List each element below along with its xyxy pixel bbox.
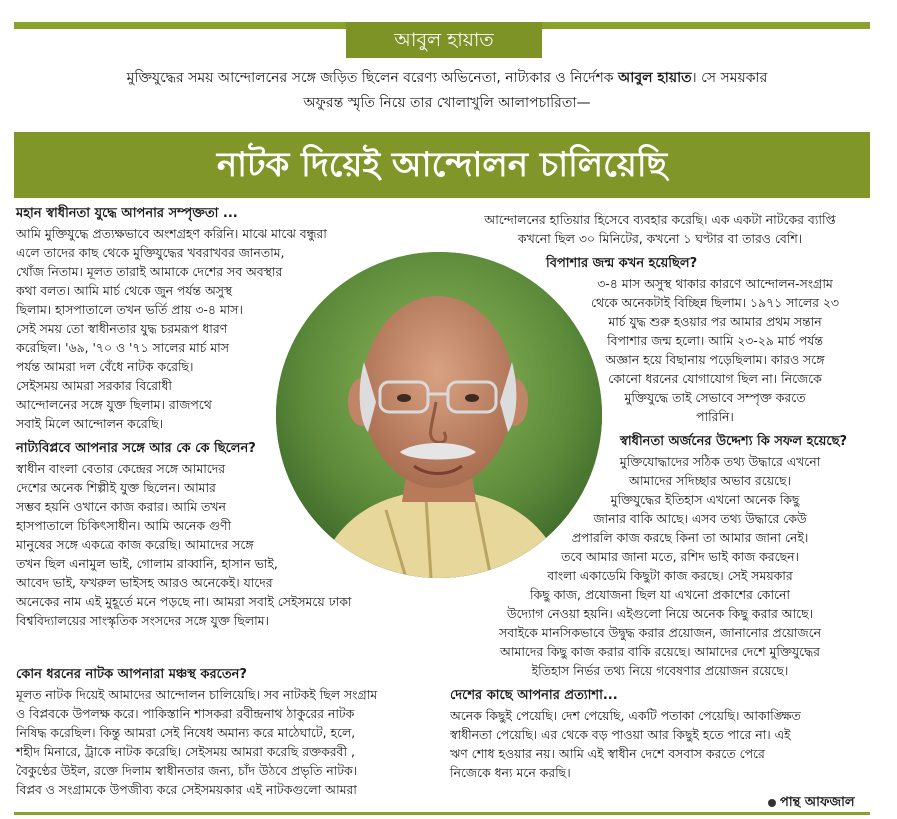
answer-line: তখন ছিল এনামুল ভাই, গোলাম রাব্বানি, হাসান ভাই,	[16, 556, 278, 571]
answer-line: সম্ভব হয়নি ওখানে কাজ করার। আমি তখন	[16, 499, 226, 514]
answer-line: বাংলা একাডেমি কিছুটা কাজ করছে। সেই সময়কার	[547, 568, 793, 583]
answer-line: নিজেকে ধন্য মনে করছি।	[450, 765, 571, 780]
answer-line: থেকে অনেকটাই বিচ্ছিন্ন ছিলাম। ১৯৭১ সালের ২৩	[591, 295, 839, 310]
answer-line: সেইসময় আমরা সরকার বিরোধী	[16, 378, 172, 393]
portrait-photo	[276, 252, 602, 578]
answer-line: অনেকের নাম এই মুহূর্তে মনে পড়ছে না। আমরা সবাই সেইসময়ে ঢাকা	[16, 594, 352, 609]
answer-line: বিশ্ববিদ্যালয়ের সাংস্কৃতিক সংসদের সঙ্গে যুক্ত ছিলাম।	[16, 613, 269, 628]
answer-line: হাসপাতালে চিকিৎসাধীন। আমি অনেক গুণী	[16, 518, 231, 533]
answer-line: পারিনি।	[696, 409, 734, 424]
portrait-illustration	[276, 252, 602, 578]
answer-line: সেই সময় তো স্বাধীনতার যুদ্ধ চরমরূপ ধারণ	[16, 321, 228, 336]
answer-6	[450, 706, 870, 782]
question-5: স্বাধীনতা অর্জনের উদ্দেশ্য কি সফল হয়েছে?	[620, 434, 847, 449]
answer-line: জানার বাকি আছে। এসব তথ্য উদ্ধারে কেউ	[593, 511, 807, 526]
answer-line: বৈকুণ্ঠের উইল, রক্তে দিলাম স্বাধীনতার জন্য, চাঁদ উঠবে প্রভৃতি নাটক।	[16, 763, 358, 778]
answer-line: মুক্তিযোদ্ধাদের সঠিক তথ্য উদ্ধারে এখনো	[619, 454, 821, 469]
name-tag: আবুল হায়াত	[346, 22, 542, 58]
answer-line: মুক্তিযুদ্ধে তাই সেভাবে সম্পৃক্ত করতে	[624, 390, 806, 405]
answer-line: আমি মুক্তিযুদ্ধে প্রত্যক্ষভাবে অংশগ্রহণ করিনি। মাঝে মাঝে বন্ধুরা	[16, 226, 327, 241]
answer-line: আবেদ ভাই, ফখরুল ভাইসহ আরও অনেকেই। যাদের	[16, 575, 273, 590]
left-column-bottom	[16, 665, 441, 799]
answer-line: মার্চ যুদ্ধ শুরু হওয়ার পর আমার প্রথম সন্তান	[608, 314, 822, 329]
answer-line: কথা বলত। আমি মার্চ থেকে জুন পর্যন্ত অসুস্থ	[16, 283, 233, 298]
answer-line: ছিলাম। হাসপাতালে তখন ভর্তি প্রায় ৩-৪ মাস।	[16, 302, 243, 317]
answer-line: বিপাশার জন্ম হলো। আমি ২৩-২৯ মার্চ পর্যন্ত	[607, 333, 823, 348]
answer-line: মুক্তিযুদ্ধের ইতিহাস এখনো অনেক কিছু	[610, 492, 800, 507]
answer-line: স্বাধীন বাংলা বেতার কেন্দ্রের সঙ্গে আমাদের	[16, 461, 226, 476]
bottom-rule	[14, 812, 870, 815]
answer-line: দেশের অনেক শিল্পীই যুক্ত ছিলেন। আমার	[16, 480, 216, 495]
question-6: দেশের কাছে আপনার প্রত্যাশা...	[450, 688, 618, 703]
answer-line: অজ্ঞান হয়ে বিছানায় পড়েছিলাম। কারও সঙ্গে	[605, 352, 825, 367]
answer-line: ৩-৪ মাস অসুস্থ থাকার কারণে আন্দোলন-সংগ্রাম	[597, 276, 833, 291]
answer-line: এলে তাদের কাছ থেকে মুক্তিযুদ্ধের খবরাখবর জানতাম,	[16, 245, 285, 260]
answer-line: কখনো ছিল ৩০ মিনিটের, কখনো ১ ঘণ্টার বা তারও বেশি।	[517, 231, 803, 246]
answer-line: করেছিল। '৬৯, '৭০ ও '৭১ সালের মার্চ মাস	[16, 340, 229, 355]
byline	[768, 793, 855, 814]
question-1: মহান স্বাধীনতা যুদ্ধে আপনার সম্পৃক্ততা ...	[16, 206, 238, 221]
answer-line: খোঁজ নিতাম। মূলত তারাই আমাকে দেশের সব অবস্থার	[16, 264, 283, 279]
answer-line: পর্যন্ত আমরা দল বেঁধে নাটক করেছি।	[16, 359, 194, 374]
question-4: বিপাশার জন্ম কখন হয়েছিল?	[546, 256, 698, 271]
intro-text-end: । সে সময়কার	[691, 70, 768, 86]
answer-line: সবাইকে মানসিকভাবে উদ্বুদ্ধ করার প্রয়োজন, জানানোর প্রয়োজনে	[499, 625, 821, 640]
answer-line: উদ্যোগ নেওয়া হয়নি। এইগুলো নিয়ে অনেক কিছু করার আছে।	[506, 606, 814, 621]
intro-name: আবুল হায়াত	[617, 70, 692, 86]
answer-line: তবে আমার জানা মতে, রশিদ ভাই কাজ করছেন।	[561, 549, 799, 564]
question-3: কোন ধরনের নাটক আপনারা মঞ্চস্থ করতেন?	[16, 667, 247, 682]
answer-3	[16, 685, 441, 799]
answer-line: আমাদের কিছু কাজ করার বাকি রয়েছে। আমাদের দেশে মুক্তিযুদ্ধের	[500, 644, 820, 659]
answer-line: আমাদের সদিচ্ছার অভাব রয়েছে।	[629, 473, 791, 488]
answer-line: সবাই মিলে আন্দোলন করেছি।	[16, 416, 164, 431]
answer-line: স্বাধীনতা পেয়েছি। এর থেকে বড় পাওয়া আর কিছুই হতে পারে না। এই	[450, 727, 791, 742]
answer-line: মূলত নাটক দিয়েই আমাদের আন্দোলন চালিয়েছি। সব নাটকই ছিল সংগ্রাম	[16, 687, 378, 702]
answer-line: ইতিহাস নির্ভর তথ্য নিয়ে গবেষণার প্রয়োজন রয়েছে।	[531, 663, 789, 678]
intro	[22, 66, 872, 116]
answer-line: ঋণ শোধ হওয়ার নয়। আমি এই স্বাধীন দেশে বসবাস করতে পেরে	[450, 746, 765, 761]
bullet-icon	[768, 799, 776, 807]
answer-line: আন্দোলনের সঙ্গে যুক্ত ছিলাম। রাজপথে	[16, 397, 212, 412]
answer-line: অনেক কিছুই পেয়েছি। দেশ পেয়েছি, একটি পতাকা পেয়েছি। আকাঙ্ক্ষিত	[450, 708, 801, 723]
answer-line: নিষিদ্ধ করেছিল। কিন্তু আমরা সেই নিষেধ অমান্য করে মাঠেঘাটে, হলে,	[16, 725, 356, 740]
byline-author: পান্থ আফজাল	[780, 795, 855, 810]
question-2: নাট্যবিপ্লবে আপনার সঙ্গে আর কে কে ছিলেন?	[16, 441, 256, 456]
answer-3-continued	[450, 210, 870, 248]
headline: নাটক দিয়েই আন্দোলন চালিয়েছি	[14, 132, 870, 198]
intro-text: মুক্তিযুদ্ধের সময় আন্দোলনের সঙ্গে জড়িত ছিলেন বরেণ্য অভিনেতা, নাট্যকার ও নির্দেশক	[126, 70, 614, 86]
answer-line: আন্দোলনের হাতিয়ার হিসেবে ব্যবহার করেছি। এক একটা নাটকের ব্যাপ্তি	[484, 212, 836, 227]
answer-line: কোনো ধরনের যোগাযোগ ছিল না। নিজেকে	[608, 371, 822, 386]
answer-line: বিপ্লব ও সংগ্রামকে উপজীব্য করে সেইসময়কার এই নাটকগুলো আমরা	[16, 782, 357, 797]
answer-line: শহীদ মিনারে, ট্রাকে নাটক করেছি। সেইসময় আমরা করেছি রক্তকরবী ,	[16, 744, 355, 759]
answer-line: মানুষের সঙ্গে একত্রে কাজ করেছি। আমাদের সঙ্গে	[16, 537, 254, 552]
answer-line: ও বিপ্লবকে উপলক্ষ করে। পাকিস্তানি শাসকরা রবীন্দ্রনাথ ঠাকুরের নাটক	[16, 706, 355, 721]
intro-text-2: অফুরন্ত স্মৃতি নিয়ে তার খোলাখুলি আলাপচারিতা—	[303, 95, 591, 111]
answer-line: প্রপারলি কাজ করছে কিনা তা আমার জানা নেই।	[571, 530, 809, 545]
answer-line: কিছু কাজ, প্রযোজনা ছিল যা এখনো প্রকাশের কোনো	[529, 587, 791, 602]
